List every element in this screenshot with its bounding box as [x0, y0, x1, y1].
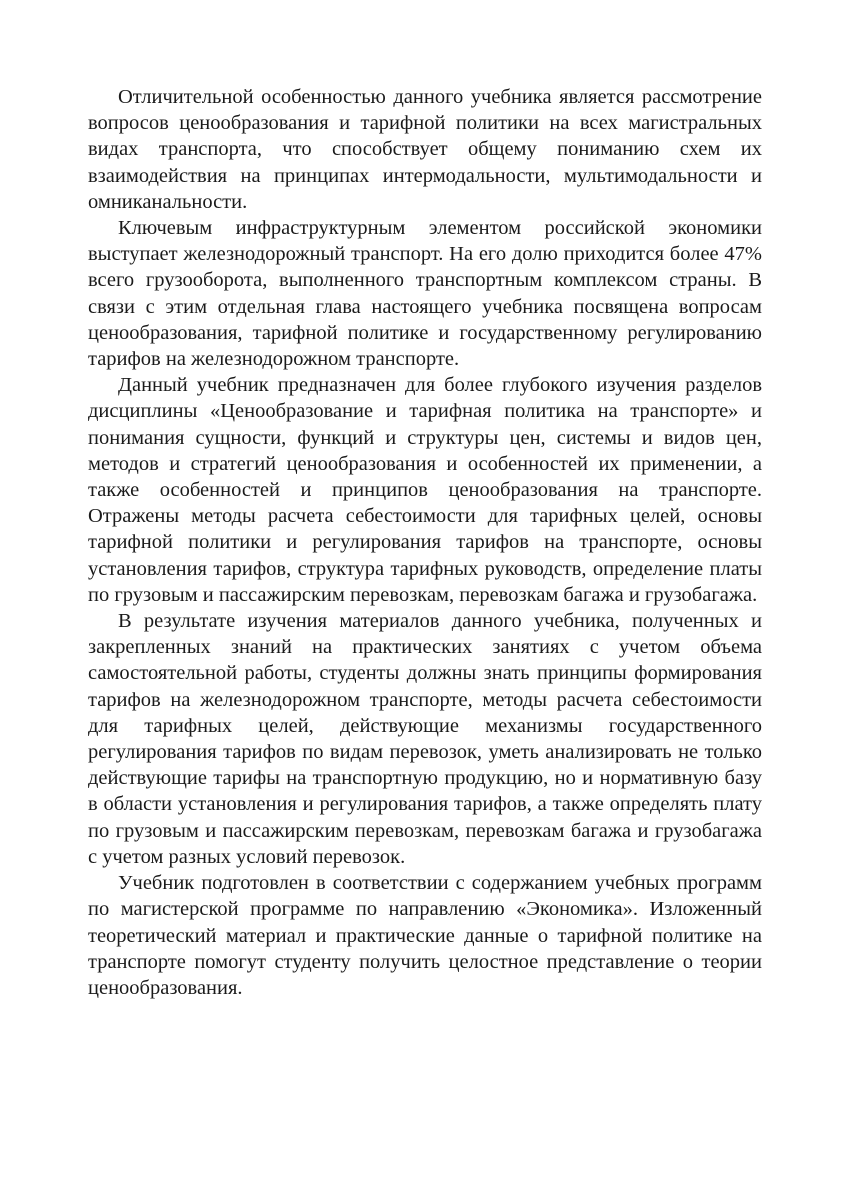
paragraph-4: В результате изучения материалов данного учебника, полученных и закрепленных знаний на практических занятиях с учетом объема самостоятельной работы, студенты должны знать принципы формирования тарифов на железнодорожном транспорте, методы расчета себестоимости для тарифных целей, действующие механизмы государственного регулирования тарифов по видам перевозок, уметь анализировать не только действующие тарифы на транспортную продукцию, но и нормативную базу в области установления и регулирования тарифов, а также определять плату по грузовым и пассажирским перевозкам, перевозкам багажа и грузобагажа с учетом разных условий перевозок.: [88, 610, 762, 868]
document-page: [88, 84, 762, 1001]
paragraph-3: Данный учебник предназначен для более глубокого изучения разделов дисциплины «Ценообразование и тарифная политика на транспорте» и понимания сущности, функций и структуры цен, системы и видов цен, методов и стратегий ценообразования и особенностей их применении, а также особенностей и принципов ценообразования на транспорте. Отражены методы расчета себестоимости для тарифных целей, основы тарифной политики и регулирования тарифов на транспорте, основы установления тарифов, структура тарифных руководств, определение платы по грузовым и пассажирским перевозкам, перевозкам багажа и грузобагажа.: [88, 374, 762, 606]
paragraph-2: Ключевым инфраструктурным элементом российской экономики выступает железнодорожный транспорт. На его долю приходится более 47% всего грузооборота, выполненного транспортным комплексом страны. В связи с этим отдельная глава настоящего учебника посвящена вопросам ценообразования, тарифной политике и государственному регулированию тарифов на железнодорожном транспорте.: [88, 217, 762, 371]
paragraph-1: Отличительной особенностью данного учебника является рассмотрение вопросов ценообразования и тарифной политики на всех магистральных видах транспорта, что способствует общему пониманию схем их взаимодействия на принципах интермодальности, мультимодальности и омниканальности.: [88, 86, 762, 213]
paragraph-5: Учебник подготовлен в соответствии с содержанием учебных программ по магистерской программе по направлению «Экономика». Изложенный теоретический материал и практические данные о тарифной политике на транспорте помогут студенту получить целостное представление о теории ценообразования.: [88, 872, 762, 999]
